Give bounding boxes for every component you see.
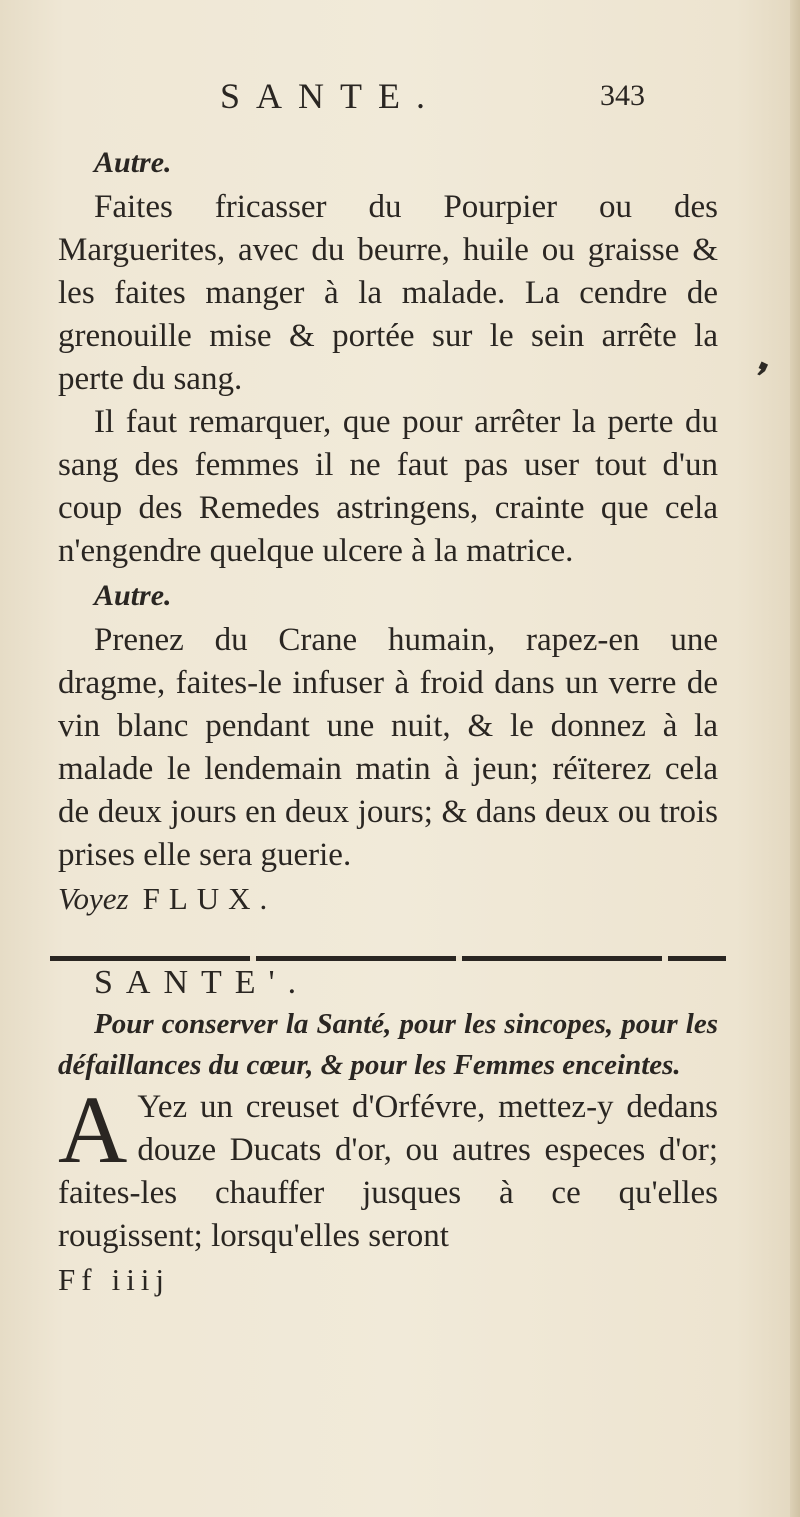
section-subtitle: Pour conserver la Santé, pour les sincopes, pour les défaillances du cœur, & pour les Femmes enceintes. (58, 1008, 718, 1081)
drop-cap: A (58, 1076, 128, 1183)
edge-smudge: ❜ (742, 354, 775, 402)
section-heading: Autre. (94, 146, 172, 179)
paragraph: Il faut remarquer, que pour arrêter la perte du sang des femmes il ne faut pas user tout d'un coup des Remedes astringens, crainte que cela n'engendre quelque ulcere à la matrice. (58, 404, 718, 569)
cross-reference-label: Voyez (58, 881, 129, 916)
cross-reference (58, 877, 718, 920)
cross-reference-target: FLUX. (142, 881, 277, 916)
body-text (58, 140, 718, 1301)
running-title: SANTE. (220, 76, 441, 116)
page-number: 343 (600, 79, 645, 112)
paragraph: Prenez du Crane humain, rapez-en une dragme, faites-le infuser à froid dans un verre de vin blanc pendant une nuit, & le donnez à la malade le lendemain matin à jeun; réïterez cela de deux jours en deux jours; & dans deux ou trois prises elle sera guerie. (58, 622, 718, 873)
paragraph: Faites fricasser du Pourpier ou des Marguerites, avec du beurre, huile ou graisse & les faites manger à la malade. La cendre de grenouille mise & portée sur le sein arrête la perte du sang. (58, 189, 718, 397)
paragraph (58, 1076, 718, 1258)
section-title: SANTE'. (94, 964, 310, 1001)
signature-number: iiij (111, 1262, 171, 1297)
page-edge (790, 0, 800, 1517)
page-header (220, 75, 720, 125)
section-heading: Autre. (94, 579, 172, 612)
signature-mark (58, 1258, 718, 1301)
paragraph-text: Yez un creuset d'Orfévre, mettez-y dedans douze Ducats d'or, ou autres especes d'or; faites-les chauffer jusques à ce qu'elles rougissent; lorsqu'elles seront (58, 1089, 718, 1254)
signature-letters: Ff (58, 1262, 98, 1297)
